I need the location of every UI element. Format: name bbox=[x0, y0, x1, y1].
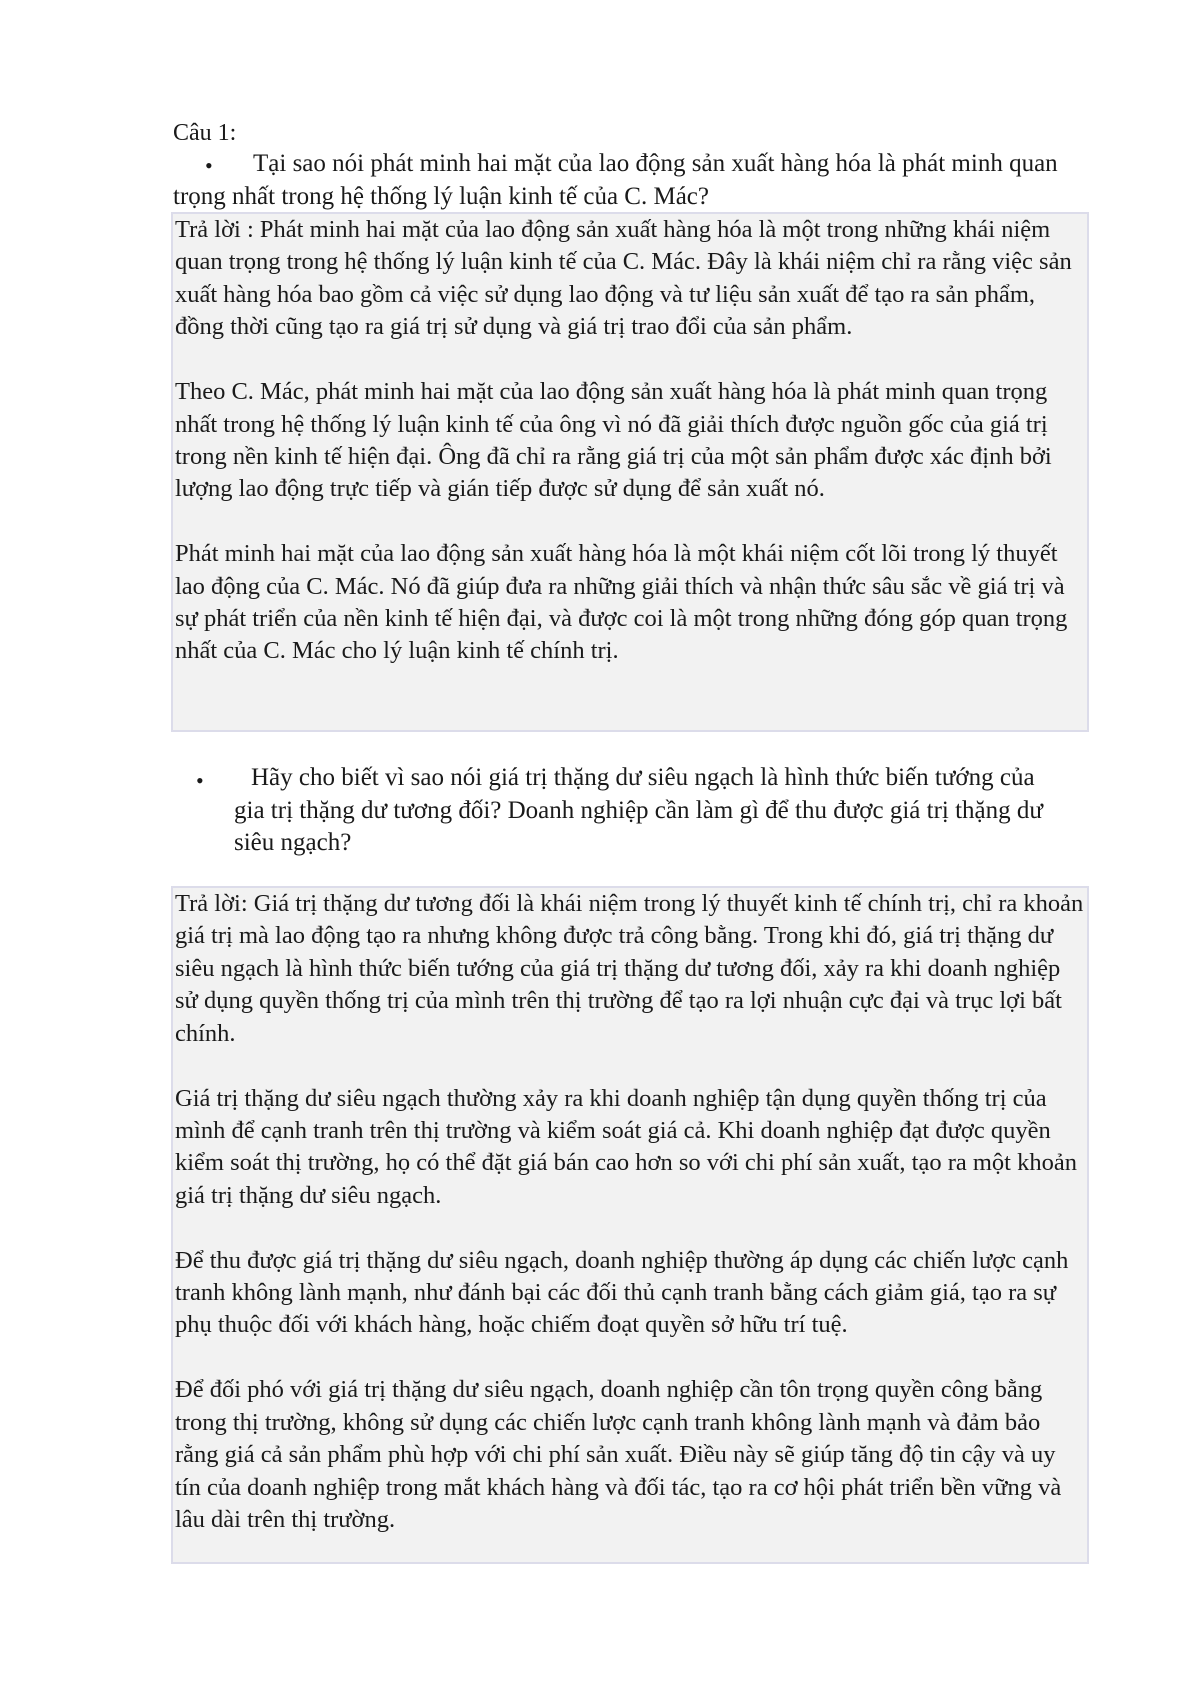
answer-1-paragraph: Phát minh hai mặt của lao động sản xuất hàng hóa là một khái niệm cốt lõi trong lý thuyết lao động của C. Mác. Nó đã giúp đưa ra những giải thích và nhận thức sâu sắc về giá trị và sự phát triển của nền kinh tế hiện đại, và được coi là một trong những đóng góp quan trọng nhất của C. Mác cho lý luận kinh tế chính trị. bbox=[175, 540, 1068, 665]
answer-2-paragraph: Để đối phó với giá trị thặng dư siêu ngạch, doanh nghiệp cần tôn trọng quyền công bằng trong thị trường, không sử dụng các chiến lược cạnh tranh không lành mạnh và đảm bảo rằng giá cả sản phẩm phù hợp với chi phí sản xuất. Điều này sẽ giúp tăng độ tin cậy và uy tín của doanh nghiệp trong mắt khách hàng và đối tác, tạo ra cơ hội phát triển bền vững và lâu dài trên thị trường. bbox=[175, 1376, 1062, 1533]
question-heading: Câu 1: bbox=[173, 120, 237, 146]
question-2-text: Hãy cho biết vì sao nói giá trị thặng dư siêu ngạch là hình thức biến tướng của gia trị thặng dư tương đối? Doanh nghiệp cần làm gì để thu được giá trị thặng dư siêu ngạch? bbox=[234, 764, 1043, 856]
bullet-icon: • bbox=[196, 768, 204, 793]
answer-2-paragraph: Giá trị thặng dư siêu ngạch thường xảy ra khi doanh nghiệp tận dụng quyền thống trị của mình để cạnh tranh trên thị trường và kiểm soát giá cả. Khi doanh nghiệp đạt được quyền kiểm soát thị trường, họ có thể đặt giá bán cao hơn so với chi phí sản xuất, tạo ra một khoản giá trị thặng dư siêu ngạch. bbox=[175, 1084, 1077, 1209]
answer-2-paragraph: Để thu được giá trị thặng dư siêu ngạch, doanh nghiệp thường áp dụng các chiến lược cạnh tranh không lành mạnh, như đánh bại các đối thủ cạnh tranh bằng cách giảm giá, tạo ra sự phụ thuộc đối với khách hàng, hoặc chiếm đoạt quyền sở hữu trí tuệ. bbox=[175, 1246, 1069, 1339]
answer-1-box bbox=[171, 212, 1089, 732]
question-1-text: Tại sao nói phát minh hai mặt của lao động sản xuất hàng hóa là phát minh quan trọng nhất trong hệ thống lý luận kinh tế của C. Mác? bbox=[173, 150, 1058, 210]
answer-2-box bbox=[171, 886, 1089, 1564]
answer-1-paragraph: Theo C. Mác, phát minh hai mặt của lao động sản xuất hàng hóa là phát minh quan trọng nhất trong hệ thống lý luận kinh tế của ông vì nó đã giải thích được nguồn gốc của giá trị trong nền kinh tế hiện đại. Ông đã chỉ ra rằng giá trị của một sản phẩm được xác định bởi lượng lao động trực tiếp và gián tiếp được sử dụng để sản xuất nó. bbox=[175, 378, 1052, 503]
bullet-icon: • bbox=[205, 153, 213, 178]
answer-2-paragraph: Trả lời: Giá trị thặng dư tương đối là khái niệm trong lý thuyết kinh tế chính trị, chỉ ra khoản giá trị mà lao động tạo ra nhưng không được trả công bằng. Trong khi đó, giá trị thặng dư siêu ngạch là hình thức biến tướng của giá trị thặng dư tương đối, xảy ra khi doanh nghiệp sử dụng quyền thống trị của mình trên thị trường để tạo ra lợi nhuận cực đại và trục lợi bất chính. bbox=[175, 890, 1084, 1047]
answer-1-paragraph: Trả lời : Phát minh hai mặt của lao động sản xuất hàng hóa là một trong những khái niệm quan trọng trong hệ thống lý luận kinh tế của C. Mác. Đây là khái niệm chỉ ra rằng việc sản xuất hàng hóa bao gồm cả việc sử dụng lao động và tư liệu sản xuất để tạo ra sản phẩm, đồng thời cũng tạo ra giá trị sử dụng và giá trị trao đổi của sản phẩm. bbox=[175, 216, 1072, 341]
